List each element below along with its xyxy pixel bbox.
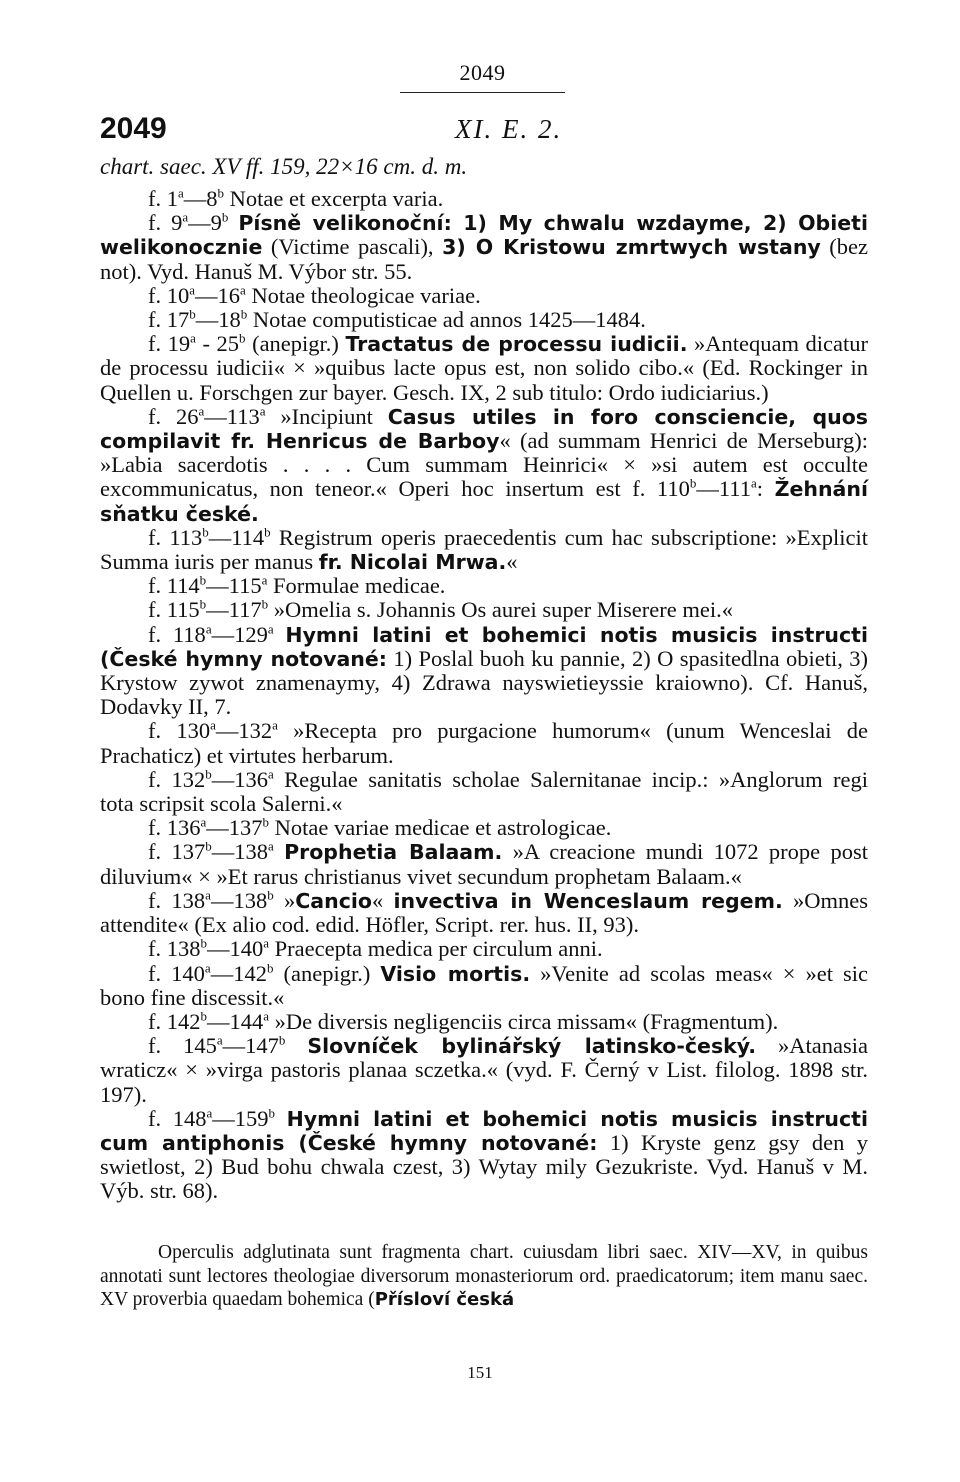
content-entry: f. 137$^b$—138$^a$ Prophetia Balaam. »A creacione mundi 1072 prope post diluvium« × »Et rarus christianus vivet secundum prophetam Balaam.« bbox=[100, 838, 868, 889]
physical-description: chart. saec. XV ff. 159, 22×16 cm. d. m. bbox=[100, 154, 468, 179]
content-entry: f. 10$^a$—16$^a$ Notae theologicae variae. bbox=[148, 282, 481, 308]
content-entry: f. 132$^b$—136$^a$ Regulae sanitatis scholae Salernitanae incip.: »Anglorum regi tota scripsit scola Salerni.« bbox=[100, 766, 868, 817]
content-entry: f. 138$^a$—138$^b$ »Cancio« invectiva in Wenceslaum regem. »Omnes attendite« (Ex alio cod. edid. Höfler, Script. rer. hus. II, 93). bbox=[100, 887, 869, 938]
content-entry: f. 118$^a$—129$^a$ Hymni latini et bohemici notis musicis instructi (České hymny notované: 1) Poslal buoh ku pannie, 2) O spasitedlna obieti, 3) Krystow zywot znamenaymy, 4) Zdrawa nayswietieyssie kraiowno). Cf. Hanuš, Dodavky II, 7. bbox=[100, 621, 869, 720]
contents-list bbox=[100, 187, 868, 1204]
entry-header bbox=[100, 112, 868, 152]
content-entry: f. 19$^a$ - 25$^b$ (anepigr.) Tractatus de processu iudicii. »Antequam dicatur de processu iudicii« × »quibus lacte opus est, non solido cibo.« (Ed. Rockinger in Quellen u. Forschgen zur bayer. Gesch. IX, 2 sub titulo: Ordo iudiciarius.) bbox=[100, 330, 869, 405]
content-entry: f. 140$^a$—142$^b$ (anepigr.) Visio mortis. »Venite ad scolas meas« × »et sic bono fine discessit.« bbox=[100, 960, 868, 1010]
content-entry: f. 9$^a$—9$^b$ Písně velikonoční: 1) My chwalu wzdayme, 2) Obieti welikonocznie (Victime pascali), 3) O Kristowu zmrtwych wstany (bez not). Vyd. Hanuš M. Výbor str. 55. bbox=[100, 209, 868, 284]
running-head: 2049 bbox=[400, 60, 565, 93]
entry-number: 2049 bbox=[100, 112, 167, 145]
page-number: 151 bbox=[467, 1363, 493, 1382]
content-entry: f. 142$^b$—144$^a$ »De diversis negligenciis circa missam« (Fragmentum). bbox=[148, 1008, 779, 1034]
content-entry: f. 138$^b$—140$^a$ Praecepta medica per circulum anni. bbox=[148, 935, 603, 962]
content-entry: f. 130$^a$—132$^a$ »Recepta pro purgacione humorum« (unum Wenceslai de Prachaticz) et virtutes herbarum. bbox=[100, 717, 868, 768]
content-entry: f. 136$^a$—137$^b$ Notae variae medicae et astrologicae. bbox=[148, 814, 612, 841]
shelf-signature: XI. E. 2. bbox=[455, 114, 563, 144]
content-entry: f. 113$^b$—114$^b$ Registrum operis praecedentis cum hac subscriptione: »Explicit Summa iuris per manus fr. Nicolai Mrwa.« bbox=[100, 524, 868, 575]
content-entry: f. 1$^a$—8$^b$ Notae et excerpta varia. bbox=[148, 185, 444, 211]
note-text: Operculis adglutinata sunt fragmenta chart. cuiusdam libri saec. XIV—XV, in quibus annotati sunt lectores theologiae diversorum monasteriorum ord. praedicatorum; item manu saec. XV proverbia quaedam bohemica (Přísloví česká bbox=[100, 1242, 868, 1310]
content-entry: f. 26$^a$—113$^a$ »Incipiunt Casus utiles in foro consciencie, quos compilavit fr. Henricus de Barboy« (ad summam Henrici de Merseburg): »Labia sacerdotis . . . . Cum summam Heinrici« × »si autem est occulte excommunicatus, non teneor.« Operi hoc insertum est f. 110$^b$—111$^a$: Žehnání sňatku české. bbox=[100, 403, 869, 526]
content-entry: f. 114$^b$—115$^a$ Formulae medicae. bbox=[148, 572, 446, 599]
content-entry: f. 115$^b$—117$^b$ »Omelia s. Johannis Os aurei super Miserere mei.« bbox=[148, 596, 733, 623]
content-entry: f. 145$^a$—147$^b$ Slovníček bylinářský latinsko-český. »Atanasia wraticz« × »virga pastoris planaa sczetka.« (vyd. F. Černý v List. filolog. 1898 str. 197). bbox=[100, 1032, 869, 1107]
content-entry: f. 17$^b$—18$^b$ Notae computisticae ad annos 1425—1484. bbox=[148, 306, 646, 333]
content-entry: f. 148$^a$—159$^b$ Hymni latini et bohemici notis musicis instructi cum antiphonis (České hymny notované: 1) Kryste genz gsy den y swietlost, 2) Bud bohu chwala czest, 3) Wytay mily Gezukriste. Vyd. Hanuš v M. Výb. str. 68). bbox=[100, 1105, 869, 1204]
note-paragraph bbox=[100, 1241, 868, 1312]
